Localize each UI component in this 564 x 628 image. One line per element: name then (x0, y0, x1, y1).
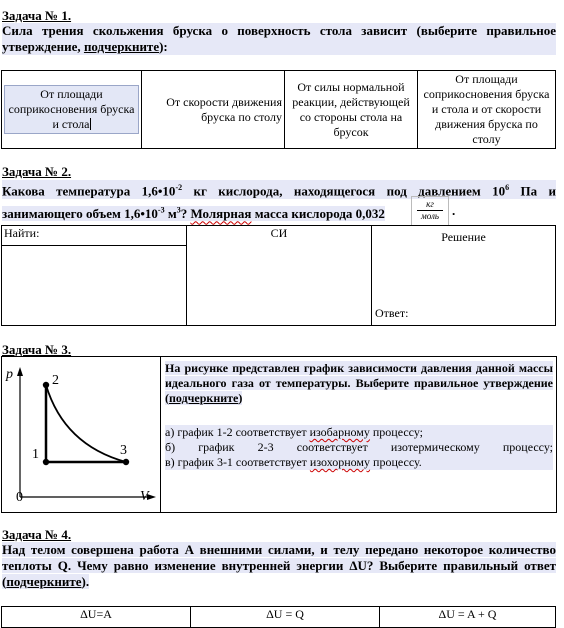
solution-header: Решение (441, 230, 486, 244)
opt-a-prefix: а) график 1-2 соответствует (165, 425, 310, 439)
task1-option-1[interactable] (2, 71, 142, 149)
task1-question (2, 23, 556, 55)
t2-l2e: масса кислорода 0,032 (251, 206, 385, 222)
t2-l1b: кг кислорода, находящегося под давлением 10 (182, 183, 506, 199)
t2-l2b: м (164, 206, 177, 222)
si-cell[interactable] (187, 246, 372, 326)
t2-l1-exp1: -2 (175, 183, 183, 192)
task3-question (165, 361, 553, 406)
t2-l2-exp: -3 (157, 206, 165, 215)
t4-underline: подчеркните (6, 574, 82, 589)
t2-l2-exp2: 3 (176, 206, 181, 215)
opt-c-word: изохорному (309, 455, 371, 469)
opt-c-suffix: процессу. (370, 455, 422, 469)
solution-cell[interactable] (372, 226, 556, 326)
pv-graph (2, 357, 161, 512)
fraction-denominator: моль (420, 211, 440, 221)
t2-l1a: Какова температура 1,6•10 (2, 183, 176, 199)
task1-option-3[interactable] (285, 71, 418, 149)
task1-option-4-text: От площади соприкосновения бруска и стола и от скорости движения бруска по столу (423, 72, 550, 146)
task2-end-dot: . (452, 203, 456, 218)
fraction-numerator: кг (417, 199, 443, 211)
t2-l1c: Па и (509, 183, 556, 199)
pv-graph-svg (2, 357, 160, 512)
task1-option-2-text: От скорости движения бруска по столу (166, 94, 282, 124)
y-axis-label: p (6, 367, 13, 382)
t2-l2d: Молярная (190, 206, 252, 222)
task4-option-1[interactable]: ΔU=A (2, 607, 191, 628)
opt-a-word: изобарному (309, 425, 370, 439)
t2-l2a: занимающего объем 1,6•10 (2, 206, 158, 222)
task1-underline-word: подчеркните (83, 39, 160, 54)
task1-option-1-text: От площади соприкосновения бруска и стола (8, 87, 135, 131)
task4-title: Задача № 4. (2, 527, 72, 542)
task1-question-end: ): (159, 39, 168, 54)
task1-option-3-text: От силы нормальной реакции, действующей со стороны стола на брусок (292, 79, 410, 139)
task4-option-3[interactable]: ΔU = A + Q (380, 607, 556, 628)
t3-text-a: На рисунке представлен график зависимости давления данной массы идеального газа от температуры. Выберите правильное утверждение ( (165, 361, 553, 405)
x-axis-label: V (140, 489, 149, 504)
find-header: Найти: (2, 226, 187, 246)
origin-label: 0 (16, 490, 23, 505)
task4-options-table (1, 606, 556, 628)
t3-underline: подчеркните (169, 391, 239, 405)
task1-option-4[interactable] (418, 71, 556, 149)
task3-options (165, 425, 553, 470)
task3-option-a[interactable] (165, 425, 553, 440)
point-3-label: 3 (120, 443, 127, 458)
task1-title: Задача № 1. (2, 8, 72, 23)
opt-b-text: б) график 2-3 соответствует изотермическому процессу; (165, 440, 553, 454)
task3-option-c[interactable] (165, 455, 553, 470)
task2-title: Задача № 2. (2, 164, 72, 179)
task4-option-2[interactable]: ΔU = Q (191, 607, 380, 628)
point-1-label: 1 (32, 447, 39, 462)
task2-line2 (2, 201, 385, 225)
task2-solution-table (1, 225, 556, 326)
task3-title: Задача № 3. (2, 342, 72, 357)
t2-l1-exp2: 6 (505, 183, 510, 192)
task2-line1 (2, 180, 556, 199)
si-header: СИ (187, 226, 372, 246)
t3-text-b: ) (238, 391, 243, 405)
task1-option-2[interactable] (142, 71, 285, 149)
task1-options-table (1, 70, 556, 149)
answer-label: Ответ: (375, 306, 409, 320)
t4-text-b: ). (81, 574, 90, 589)
task1-question-text: Сила трения скольжения бруска о поверхность стола зависит (выберите правильное утверждение, (2, 23, 556, 54)
task4-question (2, 542, 556, 590)
opt-a-suffix: процессу; (369, 425, 424, 439)
opt-c-prefix: в) график 3-1 соответствует (165, 455, 310, 469)
t4-text-a: Над телом совершена работа А внешними силами, и телу передано некоторое количество теплоты Q. Чему равно изменение внутренней энергии ΔU? Выберите правильный ответ ( (2, 542, 556, 589)
find-cell[interactable] (2, 246, 187, 326)
task3-option-b[interactable] (165, 440, 553, 455)
t2-l2c: ? (180, 206, 191, 222)
task3-box (1, 356, 557, 513)
task2-fraction (411, 196, 449, 226)
point-2-label: 2 (52, 373, 59, 388)
